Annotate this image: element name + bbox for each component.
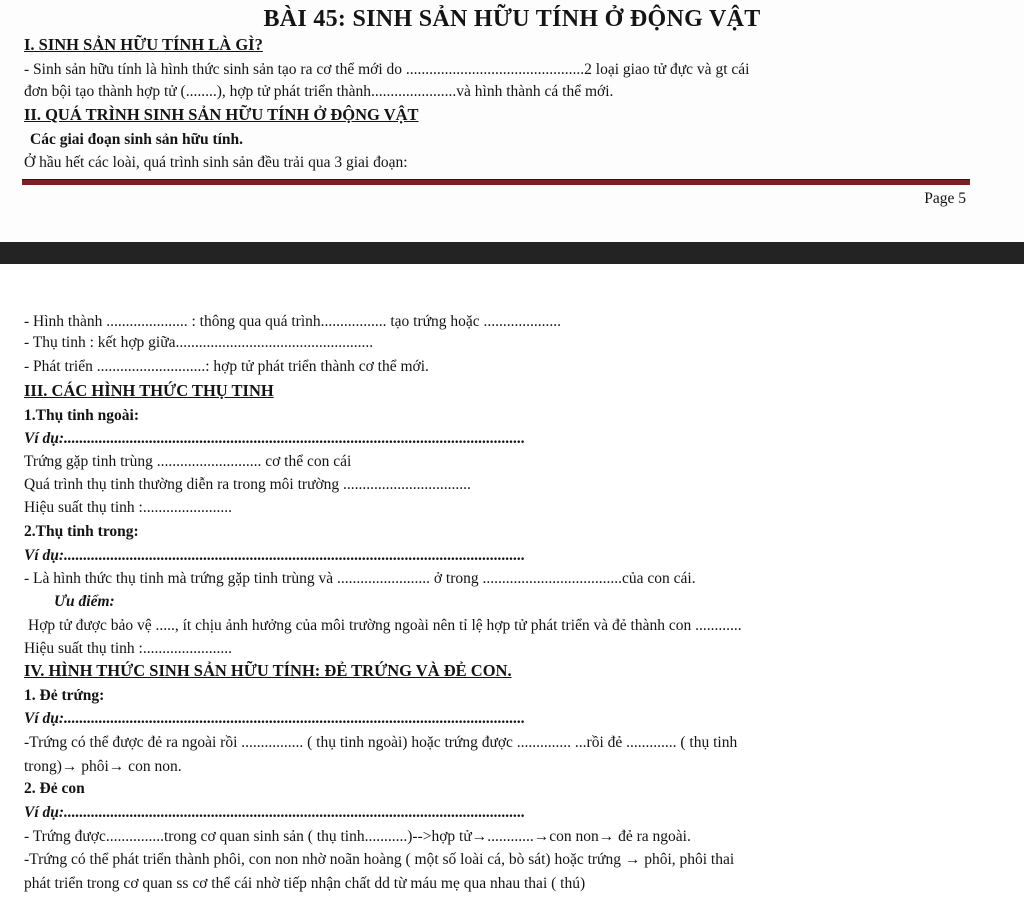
footer-rule (22, 179, 970, 185)
egg-laying-heading: 1. Đẻ trứng: (24, 687, 105, 704)
section-2-subheading: Các giai đoạn sinh sản hữu tính. (30, 131, 244, 148)
worksheet-page-top (0, 0, 1024, 242)
section-3-heading: III. CÁC HÌNH THỨC THỤ TINH (24, 381, 274, 400)
page-title: BÀI 45: SINH SẢN HỮU TÍNH Ở ĐỘNG VẬT (263, 6, 761, 32)
worksheet-page-bottom (0, 264, 1024, 900)
live-birth-line-1: - Trứng được...............trong cơ quan sinh sản ( thụ tinh...........)-->hợp tử→............→con non→ đẻ ra ngoài. (24, 828, 691, 845)
live-birth-example-line: Ví dụ:....................................................................................................................... (24, 804, 526, 821)
internal-line-1: - Là hình thức thụ tinh mà trứng gặp tinh trùng và ........................ ở trong ....................................của con cái. (24, 570, 696, 587)
section-2-heading: II. QUÁ TRÌNH SINH SẢN HỮU TÍNH Ở ĐỘNG VẬT (24, 105, 419, 124)
stage-line: - Hình thành ..................... : thông qua quá trình................. tạo trứng hoặc .................... (24, 313, 562, 330)
internal-line-3: Hiệu suất thụ tinh :....................... (24, 640, 232, 657)
external-line-3: Hiệu suất thụ tinh :....................... (24, 499, 232, 516)
live-birth-line-3: phát triển trong cơ quan ss cơ thể cái nhờ tiếp nhận chất dd từ máu mẹ qua nhau thai ( thú) (24, 875, 586, 892)
external-example-line: Ví dụ:....................................................................................................................... (24, 430, 526, 447)
advantage-heading: Ưu điểm: (54, 593, 115, 610)
section-1-line-1: - Sinh sản hữu tính là hình thức sinh sản tạo ra cơ thể mới do ..............................................2 loại giao tử đực và gt cái (24, 61, 750, 78)
internal-fertilization-heading: 2.Thụ tinh trong: (24, 523, 139, 540)
internal-line-2: Hợp tử được bảo vệ ....., ít chịu ảnh hưởng của môi trường ngoài nên tỉ lệ hợp tử phát triển và đẻ thành con ............ (28, 617, 742, 634)
egg-laying-line-2: trong)→ phôi→ con non. (24, 758, 182, 775)
section-1-heading: I. SINH SẢN HỮU TÍNH LÀ GÌ? (24, 35, 263, 54)
live-birth-line-2: -Trứng có thể phát triển thành phôi, con non nhờ noãn hoàng ( một số loài cá, bò sát) hoặc trứng → phôi, phôi thai (24, 851, 735, 868)
live-birth-heading: 2. Đẻ con (24, 780, 85, 797)
egg-laying-example-line: Ví dụ:....................................................................................................................... (24, 710, 526, 727)
page-separator (0, 242, 1024, 264)
section-4-heading: IV. HÌNH THỨC SINH SẢN HỮU TÍNH: ĐẺ TRỨNG VÀ ĐẺ CON. (24, 661, 512, 680)
external-fertilization-heading: 1.Thụ tinh ngoài: (24, 407, 140, 424)
section-1-line-2: đơn bội tạo thành hợp tử (........), hợp tử phát triển thành......................và hình thành cá thể mới. (24, 83, 614, 100)
egg-laying-line-1: -Trứng có thể được đẻ ra ngoài rồi ................ ( thụ tinh ngoài) hoặc trứng được .............. ...rồi đẻ ............. ( thụ tinh (24, 734, 738, 751)
external-line-2: Quá trình thụ tinh thường diễn ra trong môi trường ................................. (24, 476, 471, 493)
internal-example-line: Ví dụ:....................................................................................................................... (24, 547, 526, 564)
stage-line: - Phát triển ............................: hợp tử phát triển thành cơ thể mới. (24, 358, 429, 375)
external-line-1: Trứng gặp tinh trùng ........................... cơ thể con cái (24, 453, 352, 470)
stage-line: - Thụ tinh : kết hợp giữa................................................... (24, 334, 374, 351)
section-2-line-1: Ở hầu hết các loài, quá trình sinh sản đều trải qua 3 giai đoạn: (24, 154, 408, 171)
page-number: Page 5 (924, 190, 966, 207)
